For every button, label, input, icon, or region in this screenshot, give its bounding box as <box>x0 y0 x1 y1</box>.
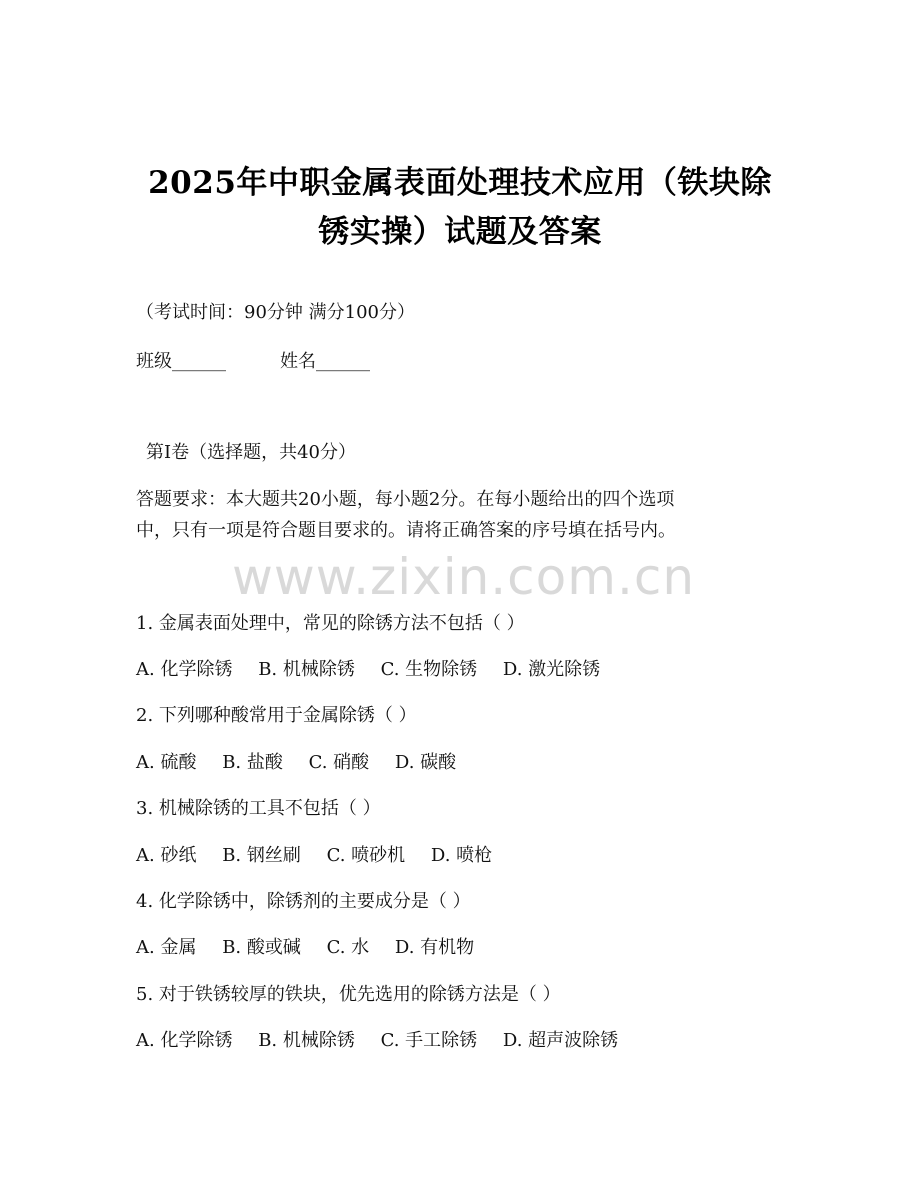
option-a: A. 砂纸 <box>136 845 197 866</box>
question-stem-2: 2. 下列哪种酸常用于金属除锈（ ） <box>136 705 417 726</box>
question-options-1 <box>136 658 600 682</box>
question-options-3 <box>136 844 492 868</box>
question-stem-4: 4. 化学除锈中，除锈剂的主要成分是（ ） <box>136 891 471 912</box>
student-info-row <box>136 350 370 374</box>
option-a: A. 金属 <box>136 937 197 958</box>
option-c: C. 水 <box>326 937 370 958</box>
section-heading: 第I卷（选择题，共40分） <box>146 442 357 463</box>
question-options-4 <box>136 936 474 960</box>
option-d: D. 喷枪 <box>430 845 493 866</box>
option-d: D. 超声波除锈 <box>502 1030 619 1051</box>
question-stem-3: 3. 机械除锈的工具不包括（ ） <box>136 798 381 819</box>
option-b: B. 机械除锈 <box>258 659 355 680</box>
question-stem-1: 1. 金属表面处理中，常见的除锈方法不包括（ ） <box>136 613 525 634</box>
instructions-line-1: 答题要求：本大题共20小题，每小题2分。在每小题给出的四个选项 <box>136 489 675 510</box>
name-field-label: 姓名______ <box>280 351 370 372</box>
question-options-5 <box>136 1029 618 1053</box>
class-field-label: 班级______ <box>136 351 226 372</box>
option-c: C. 手工除锈 <box>380 1030 478 1051</box>
instructions-line-2: 中，只有一项是符合题目要求的。请将正确答案的序号填在括号内。 <box>136 520 676 541</box>
option-a: A. 化学除锈 <box>136 659 233 680</box>
option-c: C. 生物除锈 <box>380 659 478 680</box>
question-stem-5: 5. 对于铁锈较厚的铁块，优先选用的除锈方法是（ ） <box>136 984 561 1005</box>
option-d: D. 有机物 <box>394 937 475 958</box>
option-d: D. 激光除锈 <box>502 659 601 680</box>
option-b: B. 机械除锈 <box>258 1030 355 1051</box>
option-b: B. 钢丝刷 <box>222 845 301 866</box>
option-d: D. 碳酸 <box>394 752 457 773</box>
exam-time-score: （考试时间：90分钟 满分100分） <box>136 302 415 323</box>
option-b: B. 盐酸 <box>222 752 283 773</box>
document-title-line-1: 2025年中职金属表面处理技术应用（铁块除 <box>148 165 772 201</box>
option-b: B. 酸或碱 <box>222 937 301 958</box>
option-a: A. 化学除锈 <box>136 1030 233 1051</box>
option-c: C. 硝酸 <box>308 752 370 773</box>
watermark: www.zixin.com.cn <box>232 548 696 606</box>
option-a: A. 硫酸 <box>136 752 197 773</box>
option-c: C. 喷砂机 <box>326 845 406 866</box>
document-title-line-2: 锈实操）试题及答案 <box>318 214 602 250</box>
question-options-2 <box>136 751 456 775</box>
